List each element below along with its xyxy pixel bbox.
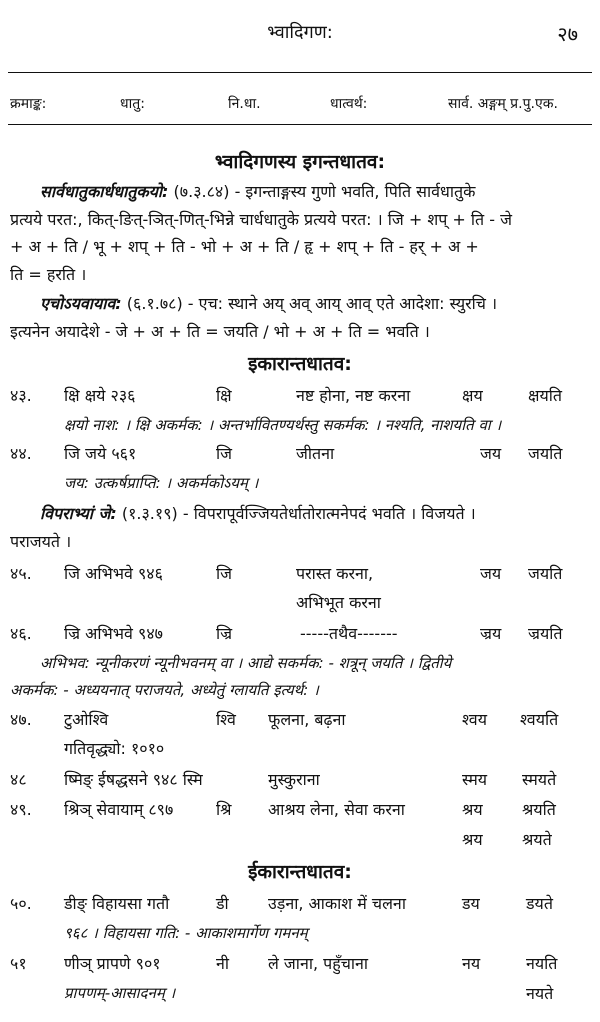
entry-nidha: नी bbox=[216, 954, 230, 973]
top-rule bbox=[8, 72, 592, 73]
entry-meaning: नष्ट होना, नष्ट करना bbox=[296, 386, 411, 405]
rule-text: (७.३.८४) - इगन्ताङ्गस्य गुणो भवति, पिति सार्वधातुके bbox=[173, 182, 476, 201]
entry-number: ४८ bbox=[10, 770, 27, 789]
entry-meaning-continued: अभिभूत करना bbox=[296, 593, 381, 612]
subsection-title-iikarant: ईकारान्तधातव: bbox=[248, 861, 352, 883]
entry-note bbox=[10, 650, 592, 704]
entry-dhatu: ष्मिङ् ईषद्धसने ९४८ स्मि bbox=[64, 770, 203, 789]
entry-meaning: ले जाना, पहुँचाना bbox=[268, 954, 369, 973]
header-bottom-rule bbox=[8, 124, 592, 125]
entry-form: श्रयति bbox=[522, 800, 556, 819]
rule-text: (१.३.१९) - विपरापूर्वज्जियतेर्धातोरात्मनेपदं भवति । विजयते । bbox=[121, 504, 476, 523]
rule-label: एचोऽयवायाव: bbox=[40, 294, 122, 313]
entry-number: ५१ bbox=[10, 954, 27, 973]
column-header-serial: क्रमाङ्क: bbox=[10, 96, 47, 112]
entry-dhatu: टुओश्वि bbox=[64, 710, 109, 729]
entry-form: श्वयति bbox=[520, 710, 559, 729]
entry-nidha: डी bbox=[216, 894, 229, 913]
entry-form: जयति bbox=[528, 564, 563, 583]
rule-text: ति = हरति । bbox=[10, 264, 87, 284]
entry-nidha: जि bbox=[216, 444, 233, 463]
entry-form: डयते bbox=[526, 894, 553, 913]
entry-dhatu: जि अभिभवे ९४६ bbox=[64, 564, 163, 583]
entry-anga: श्रय bbox=[462, 800, 483, 819]
entry-note-line: अभिभव: न्यूनीकरणं न्यूनीभवनम् वा । आद्ये सकर्मक: - शत्रून् जयति । द्वितीये bbox=[40, 654, 452, 672]
entry-number: ४६. bbox=[10, 624, 32, 643]
entry-number: ४३. bbox=[10, 386, 32, 405]
subsection-title-ikarant: इकारान्तधातव: bbox=[248, 353, 352, 375]
entry-form: नयते bbox=[526, 984, 554, 1003]
entry-number: ४७. bbox=[10, 710, 32, 729]
entry-note: क्षयो नाश: । क्षि अकर्मक: । अन्तर्भावितण्यर्थस्तु सकर्मक: । नश्यति, नाशयति वा । bbox=[64, 416, 502, 434]
rule-paragraph-3 bbox=[10, 500, 592, 555]
entry-note: जय: उत्कर्षप्राप्ति: । अकर्मकोऽयम् । bbox=[64, 474, 259, 492]
entry-meaning: परास्त करना, bbox=[296, 564, 374, 583]
entry-anga: नय bbox=[462, 954, 481, 973]
entry-nidha: क्षि bbox=[216, 386, 232, 405]
entry-meaning: उड़ना, आकाश में चलना bbox=[268, 894, 406, 913]
page-number: २७ bbox=[557, 22, 578, 46]
entry-dhatu: श्रिञ् सेवायाम् ८९७ bbox=[64, 800, 174, 819]
entry-dhatu: डीङ् विहायसा गतौ bbox=[64, 894, 170, 913]
page-header-title: भ्वादिगण: bbox=[267, 22, 333, 43]
rule-text: (६.१.७८) - एच: स्थाने अय् अव् आय् आव् एते आदेशा: स्युरचि । bbox=[126, 294, 498, 313]
entry-anga: श्रय bbox=[462, 830, 483, 849]
entry-nidha: जि bbox=[216, 564, 233, 583]
rule-text: पराजयते । bbox=[10, 531, 72, 551]
rule-paragraph-2 bbox=[10, 290, 592, 345]
entry-form: नयति bbox=[526, 954, 558, 973]
entry-anga: डय bbox=[462, 894, 480, 913]
entry-anga: श्वय bbox=[462, 710, 487, 729]
entry-number: ४९. bbox=[10, 800, 32, 819]
entry-note: प्रापणम्-आसादनम् । bbox=[64, 984, 176, 1002]
entry-dhatu: ज्रि अभिभवे ९४७ bbox=[64, 624, 163, 643]
entry-form: क्षयति bbox=[528, 386, 563, 405]
entry-number: ४५. bbox=[10, 564, 32, 583]
column-header-nidha: नि.धा. bbox=[228, 96, 261, 112]
column-header-dhatu: धातु: bbox=[120, 96, 145, 112]
entry-dhatu: क्षि क्षये २३६ bbox=[64, 386, 136, 405]
column-header-meaning: धात्वर्थ: bbox=[330, 96, 368, 112]
entry-anga: स्मय bbox=[462, 770, 488, 789]
rule-text: + अ + ति / भू + शप् + ति - भो + अ + ति / हृ + शप् + ति - हर् + अ + bbox=[10, 237, 479, 256]
entry-nidha: श्वि bbox=[216, 710, 236, 729]
entry-form: स्मयते bbox=[522, 770, 557, 789]
rule-text: प्रत्यये परत:, कित्-ङित्-ञित्-णित्-भिन्ने चार्धधातुके प्रत्यये परत: । जि + शप् + ति - जे bbox=[10, 209, 512, 229]
entry-dhatu: णीञ् प्रापणे ९०१ bbox=[64, 954, 161, 973]
entry-anga: क्षय bbox=[462, 386, 483, 405]
entry-meaning: फूलना, बढ़ना bbox=[268, 710, 346, 729]
entry-meaning: आश्रय लेना, सेवा करना bbox=[268, 800, 405, 819]
entry-dhatu: जि जये ५६१ bbox=[64, 444, 137, 463]
entry-anga: ज्रय bbox=[480, 624, 502, 643]
entry-anga: जय bbox=[480, 444, 502, 463]
entry-note: ९६८ । विहायसा गति: - आकाशमार्गेण गमनम् bbox=[64, 924, 308, 942]
entry-form: ज्रयति bbox=[528, 624, 563, 643]
entry-meaning: जीतना bbox=[296, 444, 335, 463]
rule-paragraph-1 bbox=[10, 178, 592, 288]
entry-number: ५०. bbox=[10, 894, 32, 913]
rule-label: विपराभ्यां जे: bbox=[40, 504, 117, 523]
section-title: भ्वादिगणस्य इगन्तधातव: bbox=[214, 151, 386, 173]
entry-meaning: -----तथैव------- bbox=[300, 624, 398, 643]
entry-form: श्रयते bbox=[522, 830, 552, 849]
entry-number: ४४. bbox=[10, 444, 32, 463]
entry-dhatu-continued: गतिवृद्ध्यो: १०१० bbox=[64, 739, 165, 758]
entry-anga: जय bbox=[480, 564, 502, 583]
entry-nidha: श्रि bbox=[216, 800, 232, 819]
entry-meaning: मुस्कुराना bbox=[268, 770, 320, 789]
entry-nidha: ज्रि bbox=[216, 624, 233, 643]
entry-note-line: अकर्मक: - अध्ययनात् पराजयते, अध्येतुं ग्लायति इत्यर्थ: । bbox=[10, 681, 319, 699]
rule-label: सार्वधातुकार्धधातुकयो: bbox=[40, 182, 169, 201]
entry-form: जयति bbox=[528, 444, 563, 463]
column-header-forms: सार्व. अङ्गम् प्र.पु.एक. bbox=[448, 96, 558, 112]
rule-text: इत्यनेन अयादेशे - जे + अ + ति = जयति / भो + अ + ति = भवति । bbox=[10, 321, 430, 341]
